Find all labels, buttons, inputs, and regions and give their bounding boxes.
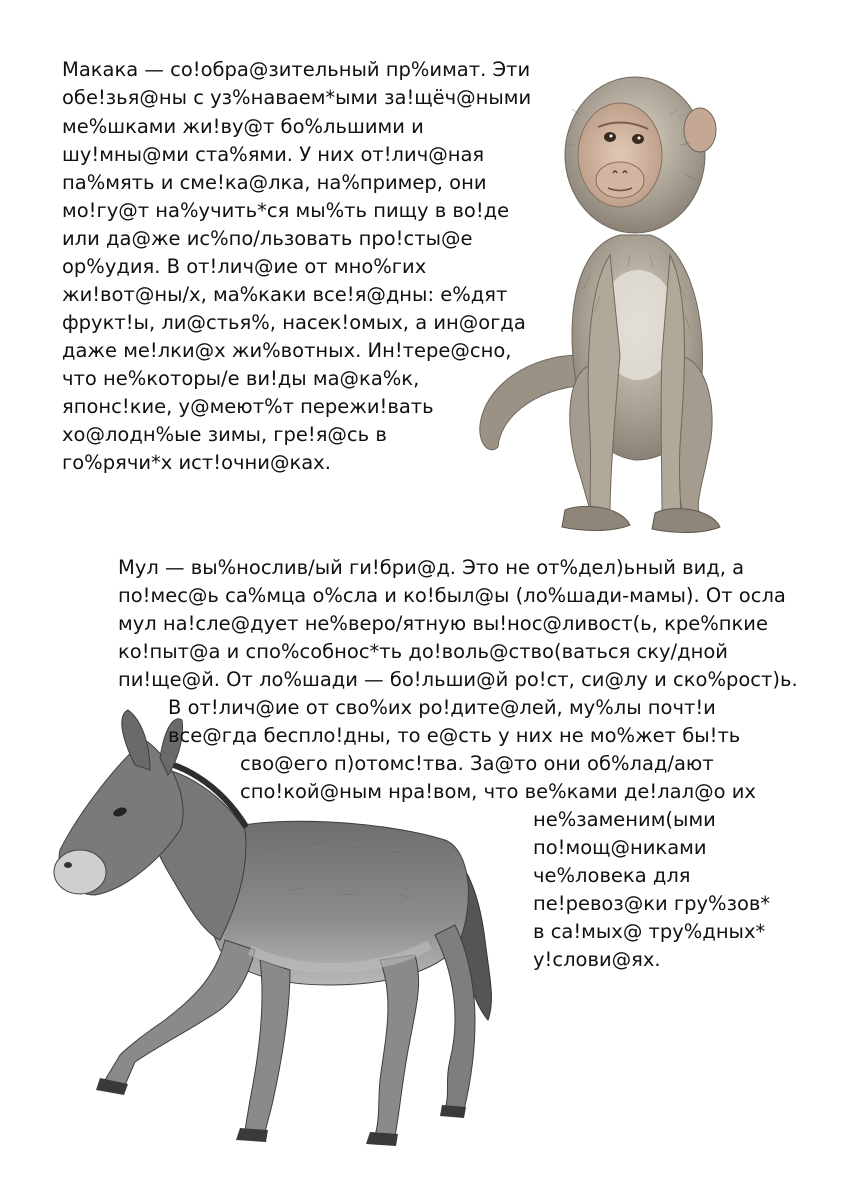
mule-text-line: спо!кой@ным нра!вом, что ве%ками де!лал@о их bbox=[240, 780, 756, 803]
macaque-text-line: что не%которы/е ви!ды ма@ка%к, bbox=[62, 367, 420, 390]
mule-text-line: не%заменим(ыми bbox=[533, 808, 716, 831]
mule-text-line: ко!пыт@а и спо%собнос*ть до!воль@ство(ваться ску/дной bbox=[118, 640, 728, 663]
macaque-text-line: Макака — со!обра@зительный пр%имат. Эти bbox=[62, 58, 531, 81]
macaque-text-line: обе!зья@ны с уз%наваем*ыми за!щёч@ными bbox=[62, 86, 532, 109]
mule-text-line: мул на!сле@дует не%веро/ятную вы!нос@ливост(ь, кре%пкие bbox=[118, 612, 768, 635]
macaque-text-line: ор%удия. В от!лич@ие от мно%гих bbox=[62, 255, 427, 278]
mule-text-line: че%ловека для bbox=[533, 864, 691, 887]
mule-text-line: сво@его п)отомс!тва. За@то они об%лад/ают bbox=[240, 752, 714, 775]
mule-text-line: пе!ревоз@ки гру%зов* bbox=[533, 892, 771, 915]
macaque-text-line: жи!вот@ны/х, ма%каки все!я@дны: е%дят bbox=[62, 283, 508, 306]
macaque-illustration bbox=[470, 55, 770, 545]
mule-text-line: в са!мых@ тру%дных* bbox=[533, 920, 766, 943]
mule-text-line: Мул — вы%нослив/ый ги!бри@д. Это не от%дел)ьный вид, а bbox=[118, 556, 745, 579]
mule-text-line: пи!ще@й. От ло%шади — бо!льши@й ро!ст, си@лу и ско%рост)ь. bbox=[118, 668, 798, 691]
macaque-text-line: го%рячи*х ист!очни@ках. bbox=[62, 451, 331, 474]
macaque-text-line: японс!кие, у@меют%т пережи!вать bbox=[62, 395, 434, 418]
mule-text-line: все@гда беспло!дны, то е@сть у них не мо%жет бы!ть bbox=[168, 724, 741, 747]
macaque-text-line: или да@же ис%по/льзовать про!сты@е bbox=[62, 227, 473, 250]
macaque-text-line: ме%шками жи!ву@т бо%льшими и bbox=[62, 115, 424, 138]
mule-text-line: по!мес@ь са%мца о%сла и ко!был@ы (ло%шади-мамы). От осла bbox=[118, 584, 786, 607]
mule-text-line: В от!лич@ие от сво%их ро!дите@лей, му%лы почт!и bbox=[168, 696, 716, 719]
macaque-text-line: фрукт!ы, ли@стья%, насек!омых, а ин@огда bbox=[62, 311, 526, 334]
mule-text-line: у!слови@ях. bbox=[533, 948, 661, 971]
macaque-text-line: шу!мны@ми ста%ями. У них от!лич@ная bbox=[62, 143, 485, 166]
macaque-text-line: хо@лодн%ые зимы, гре!я@сь в bbox=[62, 423, 387, 446]
macaque-text-line: па%мять и сме!ка@лка, на%пример, они bbox=[62, 171, 487, 194]
macaque-text-line: мо!гу@т на%учить*ся мы%ть пищу в во!де bbox=[62, 199, 510, 222]
mule-text-line: по!мощ@никами bbox=[533, 836, 707, 859]
macaque-text-line: даже ме!лки@х жи%вотных. Ин!тере@сно, bbox=[62, 339, 512, 362]
